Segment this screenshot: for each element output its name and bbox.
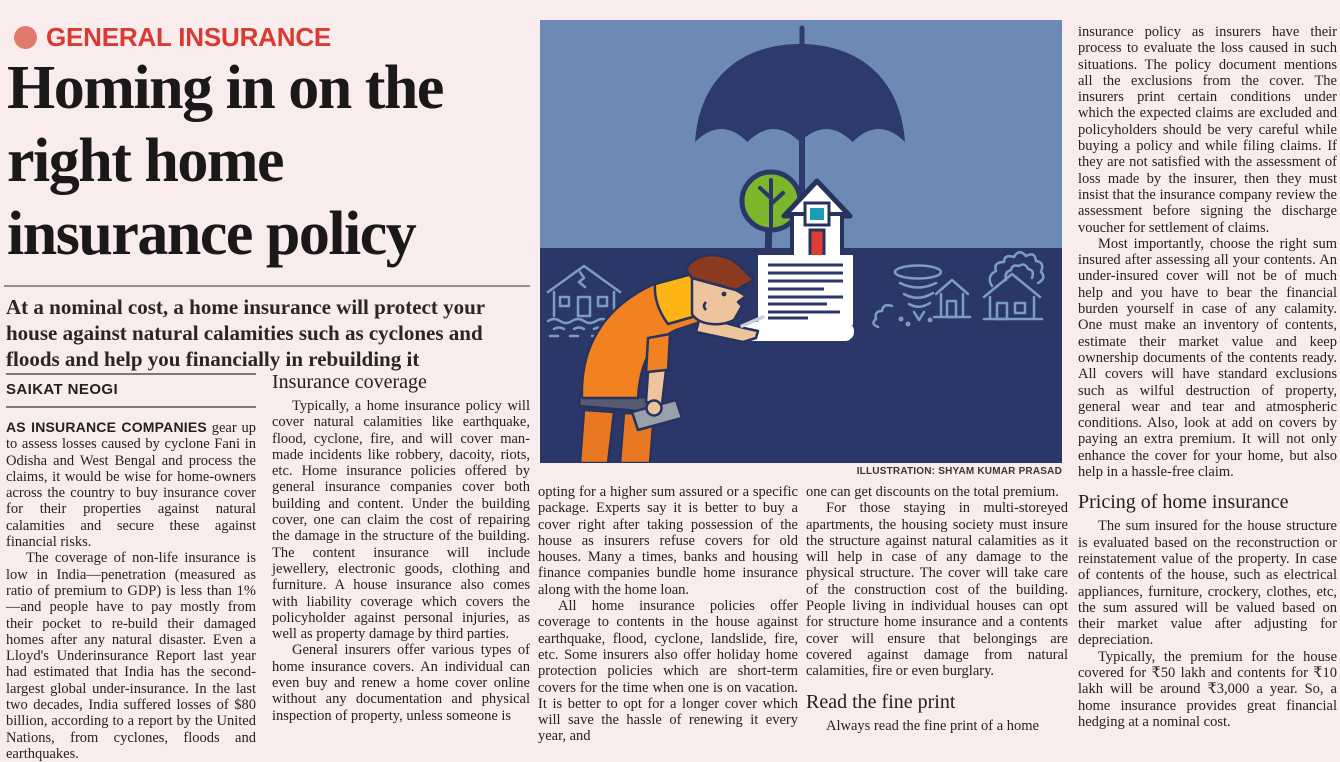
paragraph: Always read the fine print of a home — [826, 717, 1039, 734]
policy-document — [742, 255, 859, 341]
article-illustration — [540, 20, 1062, 463]
paragraph: The coverage of non-life insurance is low in India—penetration (measured as ratio of premium to GDP) is less than 1%—and people have to pay mostly from their pocket to re-build their damaged homes after any natural disaster. Even a Lloyd's Underinsurance Report last year had estimated that India has the second-largest global under-insurance. In the last two decades, India suffered losses of $80 billion, according to a report by the United Nations, from cyclones, floods and earthquakes. — [6, 550, 256, 762]
paragraph: General insurers offer various types of home insurance covers. An individual can even buy and renew a home cover online without any documentation and physical inspection of property, unless someone is — [272, 642, 530, 724]
standfirst: At a nominal cost, a home insurance will protect your house against natural calamities such as cyclones and floods and help you financially in rebuilding it — [6, 295, 485, 371]
subhead-insurance-coverage: Insurance coverage — [272, 371, 427, 393]
body-column-5 — [1078, 24, 1337, 730]
home-insurance-illustration — [540, 20, 1062, 463]
paragraph: For those staying in multi-storeyed apartments, the housing society must insure the structure against natural calamities as it will help in case of any damage to the physical structure. The cover will take care of the construction cost of the building. People living in individual houses can opt for structure home insurance and a contents cover will ensure that belongings are covered against damage from natural calamities, fire or even burglary. — [806, 500, 1068, 680]
byline-block — [6, 373, 256, 408]
byline-author: SAIKAT NEOGI — [6, 381, 119, 398]
body-column-2 — [272, 371, 530, 724]
kicker-dot-icon — [14, 26, 37, 49]
body-column-1 — [6, 419, 256, 762]
illustration-caption: ILLUSTRATION: SHYAM KUMAR PRASAD — [856, 466, 1062, 477]
paragraph: insurance policy as insurers have their process to evaluate the loss caused in such situations. The policy document mentions all the exclusions from the cover. The insurers print certain conditions under which the expected claims are excluded and policyholders should be very careful while buying a policy and while filing claims. If they are not satisfied with the assessment of loss made by the insurer, then they must insist that the insurance company review the assessment before signing the discharge voucher for settlement of claims. — [1078, 24, 1337, 236]
paragraph: Most importantly, choose the right sum insured after assessing all your contents. An under-insured cover will not be of much help and you have to bear the financial burden yourself in case of any calamity. One must make an inventory of contents, estimate their market value and keep ownership documents of the contents ready. All covers will have standard exclusions such as wilful destruction of property, general wear and tear and atmospheric conditions. Also, look at add on covers by paying an extra premium. It will not only enhance the cover for your home, but also help in a hassle-free claim. — [1078, 235, 1337, 481]
paragraph: one can get discounts on the total premium. — [806, 484, 1059, 500]
article-headline: Homing in on the right home insurance policy — [7, 54, 443, 268]
paragraph-text: gear up to assess losses caused by cyclone Fani in Odisha and West Bengal and process the claims, it would be wise for home-owners across the country to buy insurance cover for their properties against natural calamities and secure these against financial risks. — [6, 420, 256, 551]
section-label: GENERAL INSURANCE — [46, 22, 332, 52]
paragraph: opting for a higher sum assured or a specific package. Experts say it is better to buy a cover right after taking possession of the house as insurers refuse covers for old houses. Many a times, banks and housing finance companies bundle home insurance along with the home loan. — [538, 484, 798, 598]
paragraph: All home insurance policies offer coverage to contents in the house against earthquake, flood, cyclone, landslide, fire, etc. Some insurers also offer holiday home protection policies which are short-term covers for the time when one is on vacation. It is better to opt for a longer cover which will save the hassle of renewing it every year, and — [538, 598, 798, 745]
section-kicker — [14, 22, 331, 53]
paragraph: The sum insured for the house structure is evaluated based on the reconstruction or reinstatement value of the property. In case of contents of the house, such as electrical appliances, furniture, crockery, clothes, etc, the sum assured will be valued based on their market value after adjusting for depreciation. — [1078, 518, 1337, 649]
standfirst-rule — [4, 285, 530, 287]
body-column-3 — [538, 484, 798, 745]
subhead-read-the-fine-print: Read the fine print — [806, 690, 956, 713]
paragraph — [6, 419, 256, 550]
body-column-4 — [806, 484, 1068, 734]
paragraph: Typically, a home insurance policy will cover natural calamities like earthquake, flood, cyclone, fire, and will cover man-made incidents like robbery, dacoity, riots, etc. Home insurance policies offered by general insurance companies cover both building and content. Under the building cover, one can claim the cost of repairing the damage in the structure of the building. The content insurance will include jewellery, electronic goods, clothing and furniture. A house insurance also comes with liability coverage which covers the policyholder against personal injuries, as well as property damage by third parties. — [272, 398, 530, 643]
paragraph: Typically, the premium for the house covered for ₹50 lakh and contents for ₹10 lakh will be around ₹3,000 a year. So, a home insurance provides great financial hedging at a nominal cost. — [1078, 648, 1337, 730]
house-window — [810, 208, 824, 220]
subhead-pricing-of-home-insurance: Pricing of home insurance — [1078, 491, 1289, 514]
lead-in: AS INSURANCE COMPANIES — [6, 419, 207, 435]
